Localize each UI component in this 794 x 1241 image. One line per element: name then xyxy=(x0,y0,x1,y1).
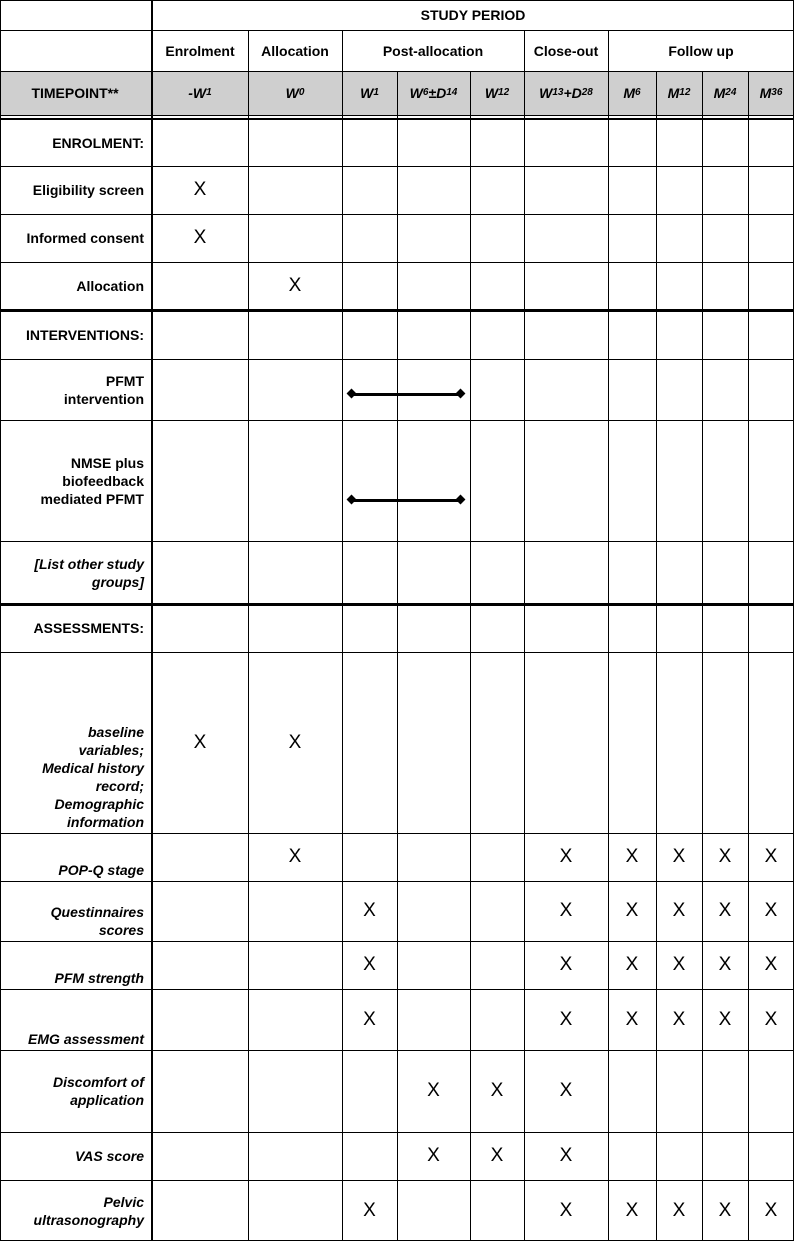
grid-line xyxy=(0,30,794,31)
x-mark: X xyxy=(559,1008,573,1030)
timepoint-header: W 13 +D 28 xyxy=(539,85,593,101)
x-mark: X xyxy=(559,900,573,921)
study-period-title: STUDY PERIOD xyxy=(420,7,526,23)
row-label: Informed consent xyxy=(26,230,144,246)
x-mark: X xyxy=(672,954,686,975)
phase-header: Allocation xyxy=(261,42,329,59)
grid-line xyxy=(342,71,343,1241)
grid-line xyxy=(608,71,609,1241)
phase-header: Post-allocation xyxy=(382,42,484,59)
row-label: Pelvic ultrasonography xyxy=(33,1193,144,1228)
grid-line xyxy=(151,0,153,1241)
grid-line xyxy=(0,0,1,1241)
timepoint-header: W 0 xyxy=(285,85,305,101)
row-label: POP-Q stage xyxy=(58,862,144,878)
x-mark: X xyxy=(625,846,639,867)
x-mark: X xyxy=(193,227,207,248)
row-label: VAS score xyxy=(75,1148,144,1164)
x-mark: X xyxy=(288,731,302,753)
x-mark: X xyxy=(672,1199,686,1221)
grid-line xyxy=(608,30,609,71)
x-mark: X xyxy=(427,1145,440,1166)
x-mark: X xyxy=(718,846,732,867)
timepoint-header: M 36 xyxy=(759,85,783,101)
timepoint-header: W 6 ±D 14 xyxy=(409,85,458,101)
grid-line xyxy=(470,71,471,1241)
row-label: NMSE plus biofeedback mediated PFMT xyxy=(40,454,144,507)
row-label: ASSESSMENTS: xyxy=(33,620,144,636)
timepoint-header: -W 1 xyxy=(188,85,212,101)
row-label: PFMT intervention xyxy=(63,372,144,407)
grid-line xyxy=(748,71,749,1241)
x-mark: X xyxy=(559,1080,573,1101)
x-mark: X xyxy=(363,1008,376,1030)
timepoint-header: W 1 xyxy=(360,85,379,101)
x-mark: X xyxy=(363,900,376,921)
timepoint-header: M 6 xyxy=(623,85,641,101)
timepoint-header: W 12 xyxy=(484,85,510,101)
x-mark: X xyxy=(764,846,778,867)
row-label: PFM strength xyxy=(54,970,144,986)
row-label: Discomfort of application xyxy=(53,1074,144,1108)
x-mark: X xyxy=(193,731,207,753)
x-mark: X xyxy=(490,1080,504,1101)
timepoint-label: TIMEPOINT** xyxy=(31,85,119,101)
grid-line xyxy=(524,71,525,1241)
x-mark: X xyxy=(672,900,686,921)
x-mark: X xyxy=(625,1008,639,1030)
x-mark: X xyxy=(672,1008,686,1030)
row-label: baseline variables; Medical history record; Demographic information xyxy=(42,724,144,830)
grid-line xyxy=(524,30,525,71)
grid-line xyxy=(248,30,249,71)
row-label: Allocation xyxy=(76,278,144,294)
row-label: EMG assessment xyxy=(28,1031,144,1047)
intervention-duration-bar xyxy=(351,393,461,396)
x-mark: X xyxy=(559,1145,573,1166)
phase-header: Follow up xyxy=(668,42,734,59)
row-label: [List other study groups] xyxy=(34,555,144,590)
row-label: Eligibility screen xyxy=(32,182,144,198)
row-label: ENROLMENT: xyxy=(52,135,144,151)
x-mark: X xyxy=(625,900,639,921)
grid-line xyxy=(702,71,703,1241)
x-mark: X xyxy=(718,954,732,975)
x-mark: X xyxy=(718,900,732,921)
x-mark: X xyxy=(764,1199,778,1221)
x-mark: X xyxy=(764,900,778,921)
x-mark: X xyxy=(288,846,302,867)
timepoint-header: M 24 xyxy=(713,85,737,101)
x-mark: X xyxy=(288,275,302,296)
x-mark: X xyxy=(363,1199,376,1221)
x-mark: X xyxy=(363,954,376,975)
x-mark: X xyxy=(718,1008,732,1030)
x-mark: X xyxy=(559,954,573,975)
x-mark: X xyxy=(672,846,686,867)
phase-header: Close-out xyxy=(533,42,599,59)
grid-line xyxy=(397,71,398,1241)
x-mark: X xyxy=(625,1199,639,1221)
grid-line xyxy=(248,71,249,1241)
row-label: Questinnaires scores xyxy=(50,904,144,938)
row-label: INTERVENTIONS: xyxy=(26,326,144,343)
x-mark: X xyxy=(718,1199,732,1221)
x-mark: X xyxy=(490,1145,504,1166)
x-mark: X xyxy=(625,954,639,975)
x-mark: X xyxy=(427,1080,440,1101)
x-mark: X xyxy=(559,1199,573,1221)
phase-header: Enrolment xyxy=(165,42,235,59)
x-mark: X xyxy=(764,1008,778,1030)
intervention-duration-bar xyxy=(351,499,461,502)
x-mark: X xyxy=(764,954,778,975)
grid-line xyxy=(342,30,343,71)
grid-line xyxy=(656,71,657,1241)
grid-line xyxy=(0,0,794,1)
x-mark: X xyxy=(559,846,573,867)
timepoint-header: M 12 xyxy=(667,85,691,101)
x-mark: X xyxy=(193,179,207,200)
